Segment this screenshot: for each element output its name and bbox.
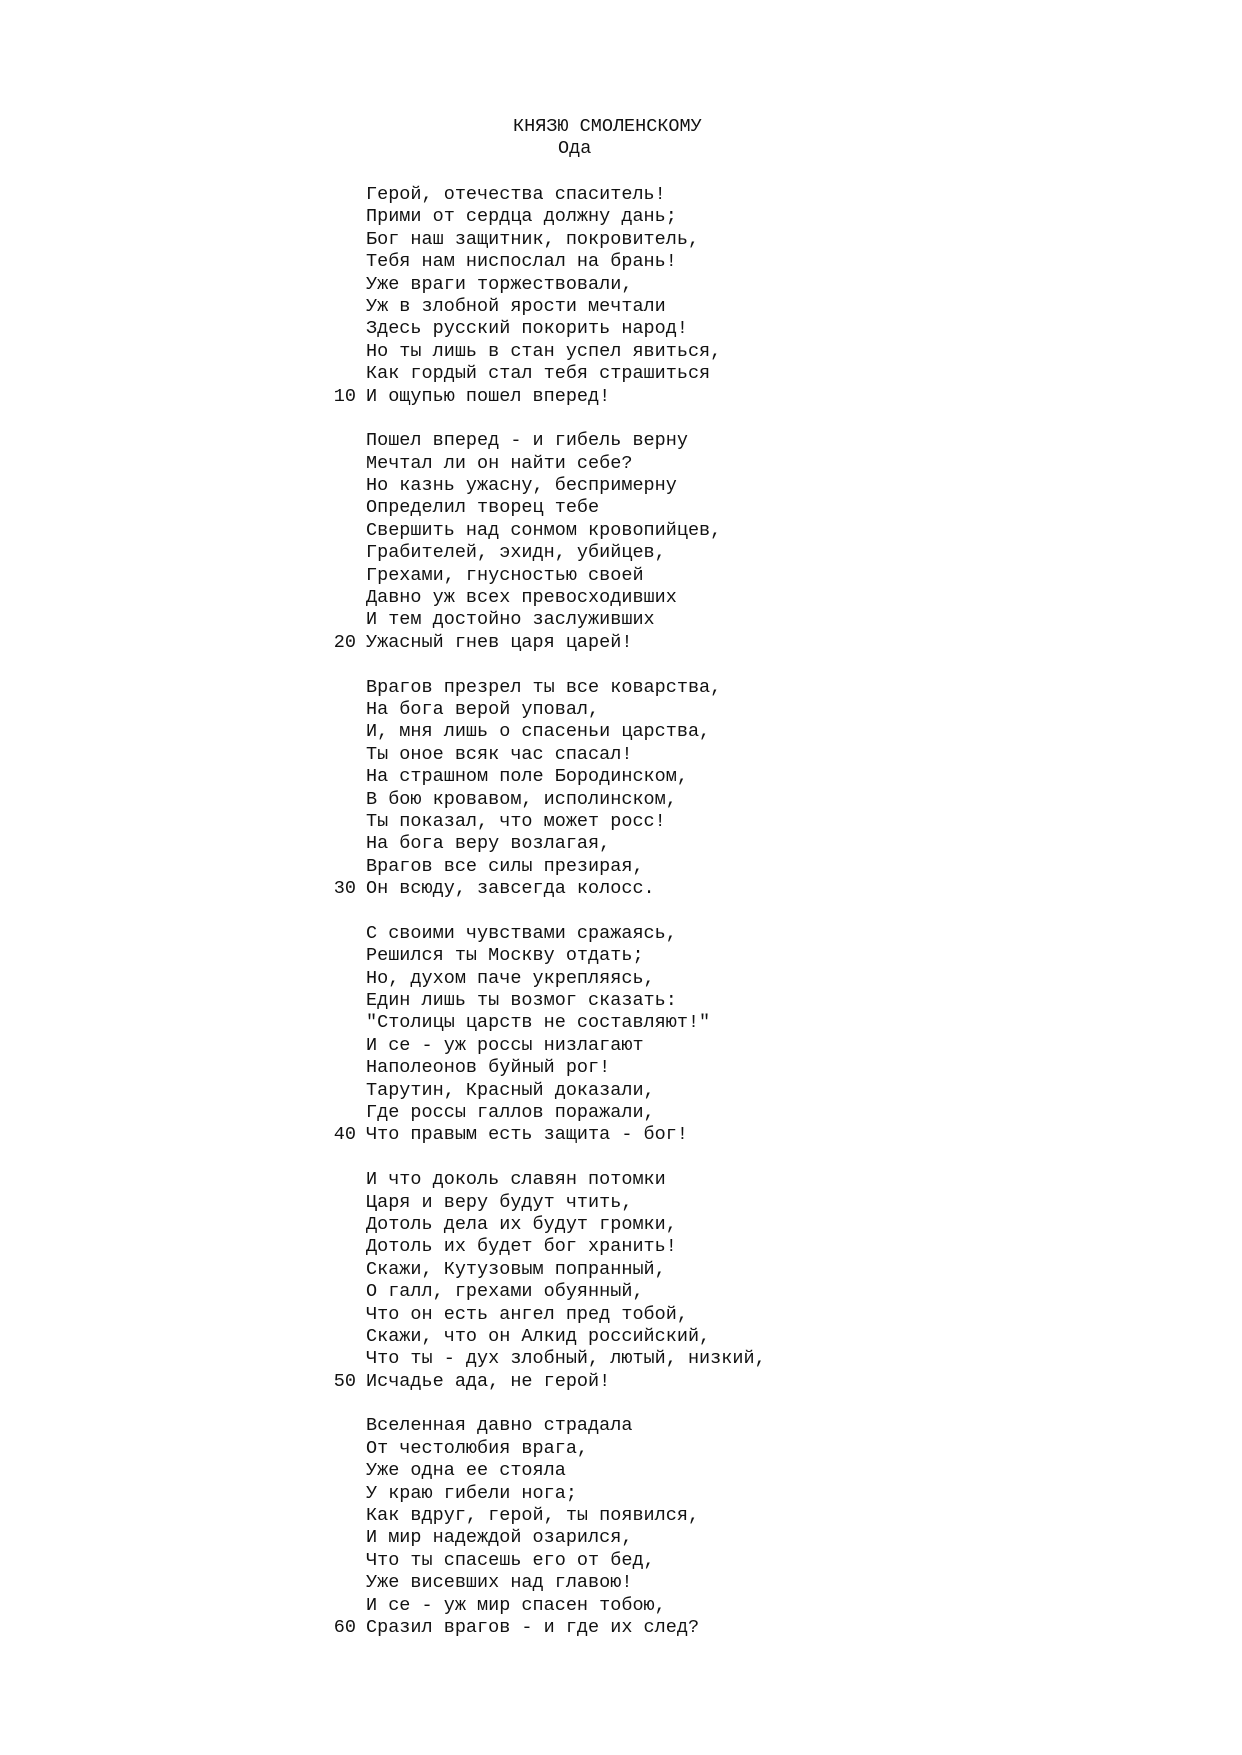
verse-line [326, 923, 766, 945]
verse-line [326, 229, 766, 251]
verse-line [326, 744, 766, 766]
verse-line [326, 968, 766, 990]
verse-line-text: И мир надеждой озарился, [366, 1527, 633, 1549]
poem-title: КНЯЗЮ СМОЛЕНСКОМУ [513, 116, 702, 137]
verse-line-text: Как гордый стал тебя страшиться [366, 363, 711, 385]
verse-line-text: От честолюбия врага, [366, 1437, 589, 1459]
line-number: 30 [333, 878, 356, 900]
verse-line-text: Но казнь ужасну, беспримерну [366, 475, 677, 497]
verse-line [326, 363, 766, 385]
verse-line [326, 1460, 766, 1482]
verse-line-text: И се - уж мир спасен тобою, [366, 1594, 666, 1616]
stanza [333, 430, 766, 654]
verse-line-text: Скажи, Кутузовым попранный, [366, 1258, 666, 1280]
verse-line-text: Дотоль их будет бог хранить! [366, 1236, 677, 1258]
verse-line-text: Прими от сердца должну дань; [366, 206, 677, 228]
verse-line [326, 296, 766, 318]
verse-line [326, 1371, 766, 1393]
verse-line [326, 318, 766, 340]
verse-line [326, 1550, 766, 1572]
verse-line [326, 1035, 766, 1057]
verse-line-text: Ужасный гнев царя царей! [366, 631, 633, 653]
verse-line-text: И се - уж россы низлагают [366, 1034, 644, 1056]
verse-line-text: Тебя нам ниспослал на брань! [366, 251, 677, 273]
verse-line [326, 833, 766, 855]
verse-line [326, 677, 766, 699]
verse-line [326, 1415, 766, 1437]
verse-line-text: Наполеонов буйный рог! [366, 1057, 611, 1079]
verse-line [326, 1617, 766, 1639]
verse-line-text: Уже висевших над главою! [366, 1572, 633, 1594]
verse-line [326, 184, 766, 206]
verse-line-text: Но, духом паче укрепляясь, [366, 967, 655, 989]
verse-line-text: На бога веру возлагая, [366, 833, 611, 855]
verse-line-text: Врагов презрел ты все коварства, [366, 676, 722, 698]
verse-line-text: И что доколь славян потомки [366, 1169, 666, 1191]
verse-line-text: Дотоль дела их будут громки, [366, 1213, 677, 1235]
verse-line [326, 430, 766, 452]
verse-line [326, 453, 766, 475]
verse-line-text: О галл, грехами обуянный, [366, 1281, 644, 1303]
verse-line [326, 699, 766, 721]
verse-line-text: Един лишь ты возмог сказать: [366, 990, 677, 1012]
stanza [333, 922, 766, 1147]
verse-line [326, 1236, 766, 1258]
verse-line-text: Тарутин, Красный доказали, [366, 1079, 655, 1101]
verse-line [326, 1505, 766, 1527]
stanza [333, 1169, 766, 1393]
verse-line [326, 206, 766, 228]
verse-line-text: Решился ты Москву отдать; [366, 945, 644, 967]
verse-line [326, 721, 766, 743]
verse-line-text: Здесь русский покорить народ! [366, 318, 688, 340]
verse-line [326, 1214, 766, 1236]
verse-line-text: Пошел вперед - и гибель верну [366, 430, 688, 452]
verse-line [326, 766, 766, 788]
poem-subtitle: Ода [558, 138, 592, 159]
verse-line [326, 632, 766, 654]
verse-line [326, 587, 766, 609]
verse-line-text: И ощупью пошел вперед! [366, 385, 611, 407]
verse-line [326, 475, 766, 497]
verse-line-text: Что ты - дух злобный, лютый, низкий, [366, 1348, 766, 1370]
verse-line-text: Уже враги торжествовали, [366, 273, 633, 295]
verse-line-text: Грехами, гнусностью своей [366, 564, 644, 586]
verse-line-text: Что правым есть защита - бог! [366, 1124, 688, 1146]
line-number: 10 [333, 385, 356, 407]
line-number: 50 [333, 1370, 356, 1392]
verse-line [326, 1124, 766, 1146]
verse-line-text: На страшном поле Бородинском, [366, 766, 688, 788]
verse-line [326, 341, 766, 363]
verse-line [326, 789, 766, 811]
line-number: 40 [333, 1124, 356, 1146]
verse-line-text: Сразил врагов - и где их след? [366, 1617, 700, 1638]
verse-line [326, 811, 766, 833]
verse-line [326, 1438, 766, 1460]
verse-line [326, 1326, 766, 1348]
verse-line-text: Он всюду, завсегда колосс. [366, 878, 655, 900]
verse-line-text: Что ты спасешь его от бед, [366, 1549, 655, 1571]
verse-line [326, 1259, 766, 1281]
verse-line [326, 1304, 766, 1326]
verse-line [326, 497, 766, 519]
verse-line-text: Вселенная давно страдала [366, 1415, 633, 1437]
verse-line-text: Где россы галлов поражали, [366, 1102, 655, 1124]
verse-line-text: Давно уж всех превосходивших [366, 587, 677, 609]
verse-line [326, 1483, 766, 1505]
stanza [333, 676, 766, 901]
verse-line-text: Врагов все силы презирая, [366, 855, 644, 877]
verse-line [326, 1102, 766, 1124]
verse-line-text: Определил творец тебе [366, 497, 600, 519]
verse-line [326, 274, 766, 296]
verse-line-text: Бог наш защитник, покровитель, [366, 228, 700, 250]
verse-line-text: Как вдруг, герой, ты появился, [366, 1505, 700, 1527]
verse-line [326, 856, 766, 878]
verse-line [326, 1572, 766, 1594]
verse-line [326, 386, 766, 408]
verse-line [326, 1012, 766, 1034]
verse-line-text: Царя и веру будут чтить, [366, 1191, 633, 1213]
verse-line-text: Что он есть ангел пред тобой, [366, 1303, 688, 1325]
verse-line [326, 1057, 766, 1079]
verse-line [326, 878, 766, 900]
verse-line-text: У краю гибели нога; [366, 1482, 577, 1504]
verse-line-text: Ты показал, что может росс! [366, 810, 666, 832]
verse-line-text: Но ты лишь в стан успел явиться, [366, 340, 722, 362]
verse-line [326, 565, 766, 587]
verse-line [326, 945, 766, 967]
verse-line [326, 1169, 766, 1191]
verse-line-text: Грабителей, эхидн, убийцев, [366, 542, 666, 564]
verse-line-text: И, мня лишь о спасеньи царства, [366, 721, 711, 743]
verse-line-text: Скажи, что он Алкид российский, [366, 1325, 711, 1347]
verse-line [326, 542, 766, 564]
verse-line [326, 1192, 766, 1214]
verse-line [326, 1348, 766, 1370]
verse-line-text: Ты оное всяк час спасал! [366, 743, 633, 765]
verse-line [326, 1595, 766, 1617]
verse-line-text: Уж в злобной ярости мечтали [366, 295, 666, 317]
verse-line [326, 251, 766, 273]
verse-line-text: Свершить над сонмом кровопийцев, [366, 519, 722, 541]
verse-line-text: Исчадье ада, не герой! [366, 1370, 611, 1392]
verse-line [326, 609, 766, 631]
poem-body [333, 184, 766, 1662]
stanza [333, 184, 766, 408]
verse-line [326, 1527, 766, 1549]
line-number: 20 [333, 631, 356, 653]
verse-line [326, 1080, 766, 1102]
verse-line-text: И тем достойно заслуживших [366, 609, 655, 631]
verse-line-text: Мечтал ли он найти себе? [366, 452, 633, 474]
verse-line [326, 520, 766, 542]
verse-line [326, 990, 766, 1012]
verse-line-text: С своими чувствами сражаясь, [366, 922, 677, 944]
verse-line-text: "Столицы царств не составляют!" [366, 1012, 711, 1034]
verse-line-text: Уже одна ее стояла [366, 1460, 566, 1482]
verse-line-text: В бою кровавом, исполинском, [366, 788, 677, 810]
verse-line [326, 1281, 766, 1303]
verse-line-text: На бога верой уповал, [366, 698, 600, 720]
stanza [333, 1415, 766, 1639]
verse-line-text: Герой, отечества спаситель! [366, 184, 666, 205]
line-number: 60 [333, 1617, 356, 1638]
